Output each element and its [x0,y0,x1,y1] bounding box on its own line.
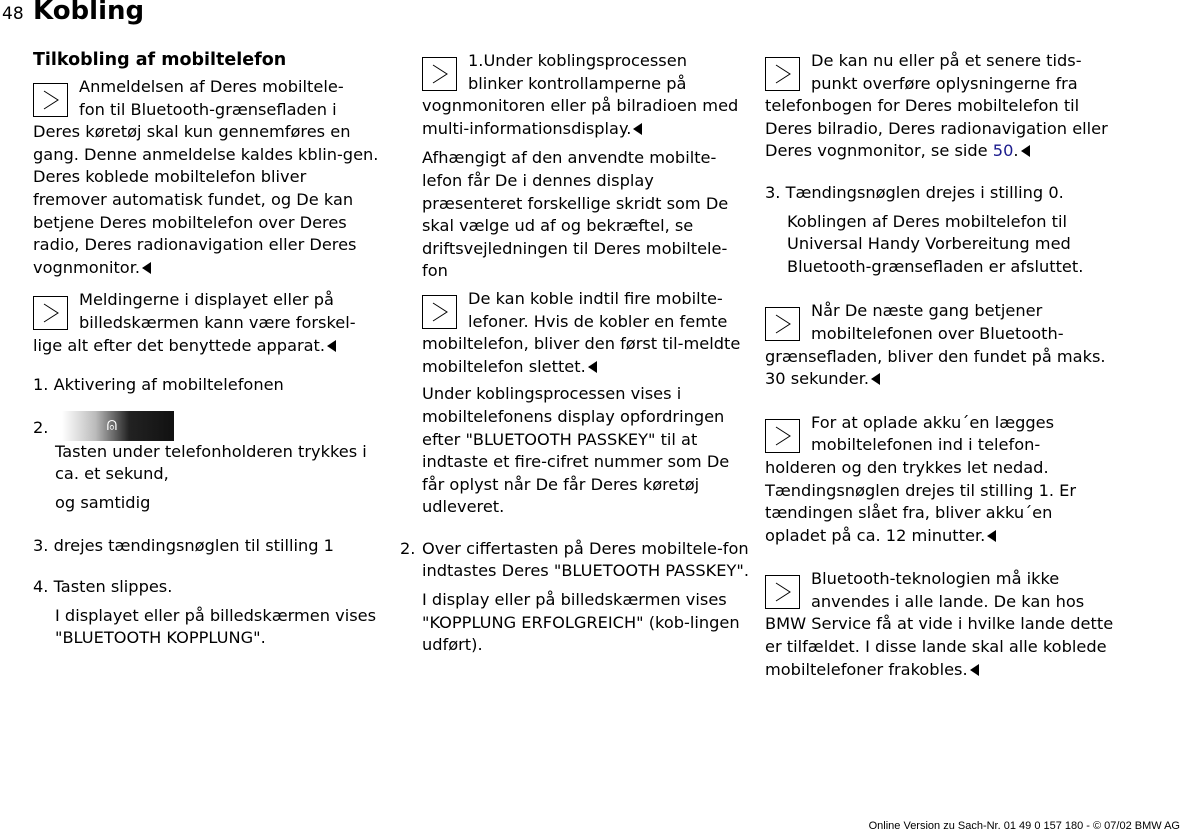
note-line: mobiltelefonen ind i telefon- [811,435,1041,455]
page-link[interactable]: 50 [992,141,1014,161]
column-1 [33,76,383,650]
step-number: 2. [400,538,416,558]
section-title: Tilkobling af mobiltelefon [33,50,287,70]
note-line: Når De næste gang betjener [811,301,1043,321]
step-2-text: Tasten under telefonholderen trykkes i ca. et sekund, [55,441,367,484]
note-text: grænsefladen, bliver den fundet på maks. 30 sekunder. [765,346,1106,389]
end-mark-icon [970,664,979,676]
note-triangle-icon [33,296,68,330]
note-triangle-icon [765,575,800,609]
step-2-text: og samtidig [55,492,151,512]
end-mark-icon [142,262,151,274]
note-line: Bluetooth-teknologien må ikke [811,569,1060,589]
end-mark-icon [1021,145,1030,157]
note-line: For at oplade akku´en lægges [811,412,1055,432]
page-number: 48 [2,4,24,24]
step-sub-text: I display eller på billedskærmen vises "KOPPLUNG ERFOLGREICH" (kob-lingen udført). [422,590,740,655]
note-text: holderen og den trykkes let nedad. Tændingsnøglen drejes til stilling 1. Er tændingen slået fra, bliver akku´en opladet på ca. 12 minutter. [765,457,1077,545]
step-3: 3. Tændingsnøglen drejes i stilling 0. [765,182,1064,202]
chapter-title: Kobling [33,0,145,26]
note-text: Deres køretøj skal kun gennemføres en gang. Denne anmeldelse kaldes kblin-gen. Deres koblede mobiltelefon bliver fremover automatisk fundet, og De kan betjene Deres mobiltelefon over Deres radio, Deres radionavigation eller Deres vognmonitor. [33,122,379,277]
end-mark-icon [987,530,996,542]
note-line: De kan koble indtil fire mobilte- [468,288,723,308]
note-line: Anmeldelsen af Deres mobiltele- [79,77,344,96]
note-block [422,288,752,378]
note-text: vognmonitoren eller på bilradioen med multi-informationsdisplay. [422,96,739,138]
note-block [765,50,1115,163]
note-block [765,568,1115,681]
note-line: De kan nu eller på et senere tids- [811,51,1082,70]
step-text: Over ciffertasten på Deres mobiltele-fon indtastes Deres "BLUETOOTH PASSKEY". [422,538,749,581]
paragraph: Afhængigt af den anvendte mobilte-lefon får De i dennes display præsenteret forskellige skridt som De skal vælge ud af og bekræftel, se driftsvejledningen til Deres mobiltele-fon [422,148,729,281]
note-triangle-icon [422,57,457,91]
end-mark-icon [871,373,880,385]
note-triangle-icon [765,307,800,341]
note-triangle-icon [765,57,800,91]
note-block [422,50,752,140]
step-1: 1. Aktivering af mobiltelefonen [33,375,284,395]
note-line: 1.Under koblingsprocessen [468,51,687,70]
note-line: blinker kontrollamperne på [468,73,687,93]
note-block [765,300,1115,390]
step-3-text: Koblingen af Deres mobiltelefon til Universal Handy Vorbereitung med Bluetooth-grænsefladen er afsluttet. [787,211,1084,276]
note-line: punkt overføre oplysningerne fra [811,73,1078,93]
note-triangle-icon [765,419,800,453]
column-2 [400,50,752,657]
note-line: mobiltelefonen over Bluetooth- [811,323,1064,343]
step-2 [400,538,752,657]
note-text: BMW Service få at vide i hvilke lande dette er tilfældet. I disse lande skal alle koblede mobiltelefoner frakobles. [765,614,1114,679]
step-2: 2. ⍝ [33,411,383,441]
note-line: lefoner. Hvis de kobler en femte [468,311,728,331]
note-block [33,289,383,357]
column-3 [765,50,1115,681]
note-block [33,76,383,279]
note-line: Meldingerne i displayet eller på [79,290,334,310]
step-4-text: I displayet eller på billedskærmen vises "BLUETOOTH KOPPLUNG". [55,605,377,648]
end-mark-icon [633,123,642,135]
note-line: fon til Bluetooth-grænsefladen i [79,99,337,119]
note-line: billedskærmen kann være forskel- [79,312,356,332]
step-4: 4. Tasten slippes. [33,577,173,597]
note-triangle-icon [422,295,457,329]
note-text: telefonbogen for Deres mobiltelefon til Deres bilradio, Deres radionavigation eller Deres vognmonitor, se side 50. [765,96,1108,161]
note-block [765,412,1115,548]
end-mark-icon [588,361,597,373]
end-mark-icon [327,340,336,352]
footer: Online Version zu Sach-Nr. 01 49 0 157 180 - © 07/02 BMW AG [868,820,1180,832]
note-line: anvendes i alle lande. De kan hos [811,591,1085,611]
step-3: 3. drejes tændingsnøglen til stilling 1 [33,535,334,555]
paragraph: Under koblingsprocessen vises i mobiltelefonens display opfordringen efter "BLUETOOTH PASSKEY" til at indtaste et fire-cifret nummer som De får oplyst når De får Deres køretøj udleveret. [422,384,730,517]
note-text: lige alt efter det benyttede apparat. [33,335,383,358]
note-triangle-icon [33,83,68,117]
phone-key-icon: ⍝ [62,411,174,441]
note-text: mobiltelefon, bliver den først til-meldte mobiltelefon slettet. [422,334,741,376]
